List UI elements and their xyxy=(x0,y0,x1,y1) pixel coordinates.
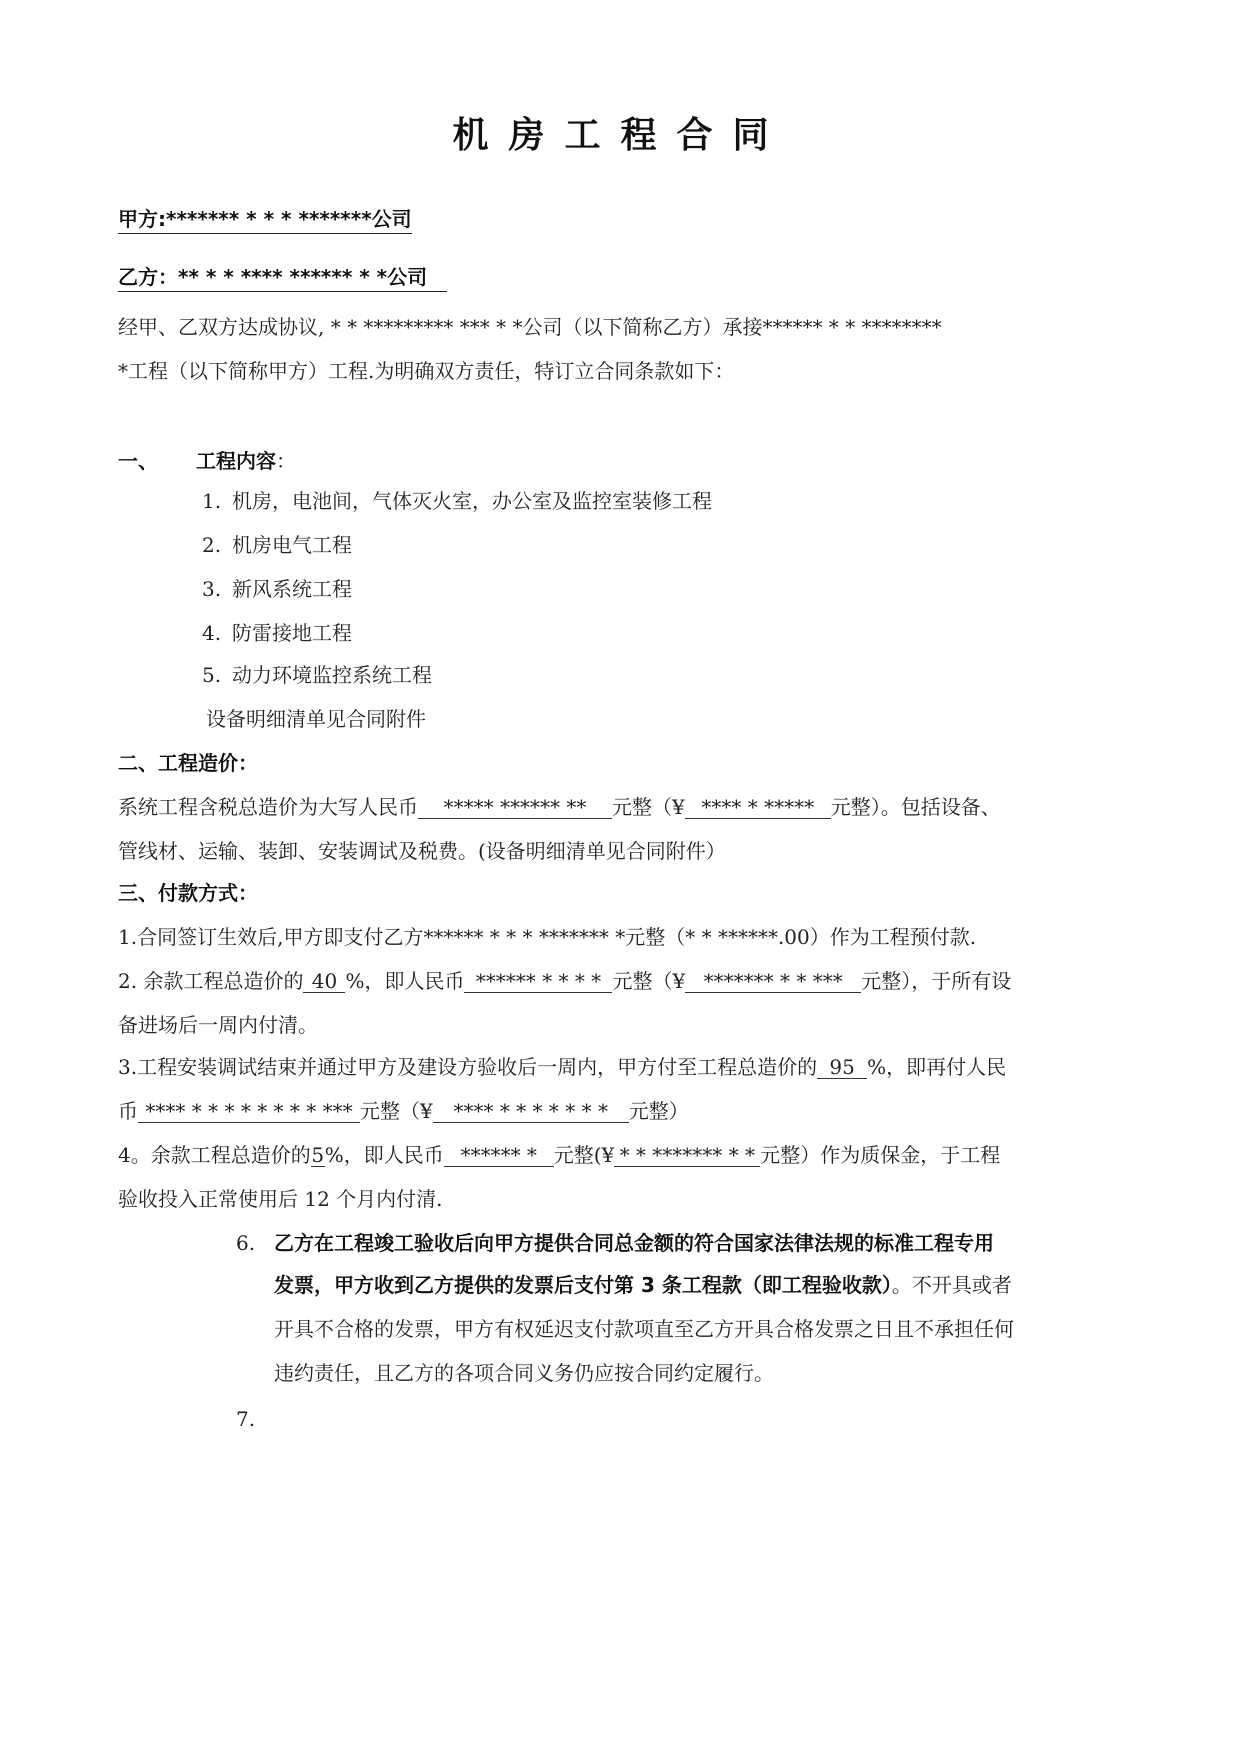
party-a: 甲方:******* * * * *******公司 xyxy=(118,207,412,234)
payment-2-percent: 40 xyxy=(303,970,345,993)
list-item-number: 3. xyxy=(202,577,222,601)
list-item-text: 机房，电池间，气体灭火室，办公室及监控室装修工程 xyxy=(232,489,712,513)
list-item xyxy=(202,576,352,602)
payment-4-text-c: 元整(¥ xyxy=(553,1143,615,1167)
payment-2-text-d: 元整），于所有设 xyxy=(861,969,1012,993)
item-6-number: 6. xyxy=(236,1231,256,1255)
list-item-number: 5. xyxy=(202,663,222,687)
item-7-number: 7. xyxy=(236,1407,256,1431)
payment-4-line-2: 验收投入正常使用后 12 个月内付清. xyxy=(118,1187,443,1211)
item-6-line-2-bold: 发票，甲方收到乙方提供的发票后支付第 3 条工程款（即工程验收款） xyxy=(274,1273,892,1297)
price-line-1 xyxy=(118,794,1001,820)
payment-2-text-b: %，即人民币 xyxy=(345,969,465,993)
list-item xyxy=(202,532,352,558)
payment-3-percent: 95 xyxy=(817,1056,867,1079)
party-a-line xyxy=(118,206,412,232)
payment-4-text-a: 4。余款工程总造价的 xyxy=(118,1143,311,1167)
list-item xyxy=(202,662,432,688)
price-amount-number: **** * ***** xyxy=(685,796,831,819)
item-6-line-1: 乙方在工程竣工验收后向甲方提供合同总金额的符合国家法律法规的标准工程专用 xyxy=(274,1231,994,1255)
list-item-number: 4. xyxy=(202,621,222,645)
section-1-heading-text: 工程内容 xyxy=(196,449,276,473)
payment-2-amount-words: ****** * * * * xyxy=(464,970,612,993)
payment-3-line-1 xyxy=(118,1054,1006,1080)
item-6-line-4: 违约责任，且乙方的各项合同义务仍应按合同约定履行。 xyxy=(274,1361,774,1385)
section-1-heading xyxy=(196,448,296,474)
price-text-a: 系统工程含税总造价为大写人民币 xyxy=(118,795,418,819)
section-2-heading: 二、工程造价： xyxy=(118,751,258,775)
list-item-text: 新风系统工程 xyxy=(232,577,352,601)
payment-3-text-e: 元整） xyxy=(628,1099,689,1123)
list-item-number: 2. xyxy=(202,533,222,557)
payment-4-percent: 5 xyxy=(311,1143,325,1167)
price-text-c: 元整）。包括设备、 xyxy=(830,795,1001,819)
payment-3-text-a: 3.工程安装调试结束并通过甲方及建设方验收后一周内，甲方付至工程总造价的 xyxy=(118,1055,818,1079)
payment-2-amount-number: ******* * * *** xyxy=(685,970,861,993)
payment-2-text-c: 元整（¥ xyxy=(612,969,686,993)
payment-4-amount-words: ****** * xyxy=(444,1144,554,1167)
payment-3-text-b: %，即再付人民 xyxy=(867,1055,1007,1079)
payment-1: 1.合同签订生效后,甲方即支付乙方****** * * * ******* *元整（* * ******.00）作为工程预付款. xyxy=(118,925,977,949)
price-text-b: 元整（¥ xyxy=(612,795,685,819)
intro-line-2: *工程（以下简称甲方）工程.为明确双方责任，特订立合同条款如下： xyxy=(118,359,735,383)
payment-4-text-b: %，即人民币 xyxy=(324,1143,444,1167)
list-item-text: 防雷接地工程 xyxy=(232,621,352,645)
payment-3-amount-words: **** * * * * * * * * *** xyxy=(138,1100,360,1123)
intro-line-1: 经甲、乙双方达成协议, * * ********* *** * *公司（以下简称乙方）承接****** * * ******** xyxy=(118,315,942,339)
list-item-text: 动力环境监控系统工程 xyxy=(232,663,432,687)
payment-3-amount-number: **** * * * * * * * xyxy=(433,1100,629,1123)
list-item-number: 1. xyxy=(202,489,222,513)
list-item-text: 机房电气工程 xyxy=(232,533,352,557)
payment-2-line-1 xyxy=(118,968,1011,994)
payment-4-line-1 xyxy=(118,1142,1000,1168)
payment-3-text-c: 币 xyxy=(118,1099,138,1123)
price-amount-words: ***** ****** ** xyxy=(418,796,612,819)
party-b-line xyxy=(118,264,447,290)
section-3-heading: 三、付款方式： xyxy=(118,881,258,905)
payment-3-line-2 xyxy=(118,1098,689,1124)
payment-2-line-2: 备进场后一周内付清。 xyxy=(118,1013,318,1037)
list-item xyxy=(202,488,712,514)
section-1-number: 一、 xyxy=(118,449,158,473)
payment-4-text-d: 元整）作为质保金，于工程 xyxy=(760,1143,1001,1167)
section-1-note: 设备明细清单见合同附件 xyxy=(206,707,426,731)
item-6-line-2-rest: 。不开具或者 xyxy=(891,1273,1012,1297)
list-item xyxy=(202,620,352,646)
payment-3-text-d: 元整（¥ xyxy=(360,1099,433,1123)
item-6-line-2 xyxy=(274,1272,1012,1298)
payment-2-text-a: 2. 余款工程总造价的 xyxy=(118,969,304,993)
price-line-2: 管线材、运输、装卸、安装调试及税费。(设备明细清单见合同附件） xyxy=(118,839,726,863)
item-6-line-3: 开具不合格的发票，甲方有权延迟支付款项直至乙方开具合格发票之日且不承担任何 xyxy=(274,1317,1014,1341)
section-1-heading-colon: ： xyxy=(276,449,296,473)
page-title: 机房工程合同 xyxy=(452,115,789,156)
party-b: 乙方：** * * **** ****** * *公司 xyxy=(118,265,447,292)
payment-4-amount-number: * * ******* * * xyxy=(614,1144,760,1167)
